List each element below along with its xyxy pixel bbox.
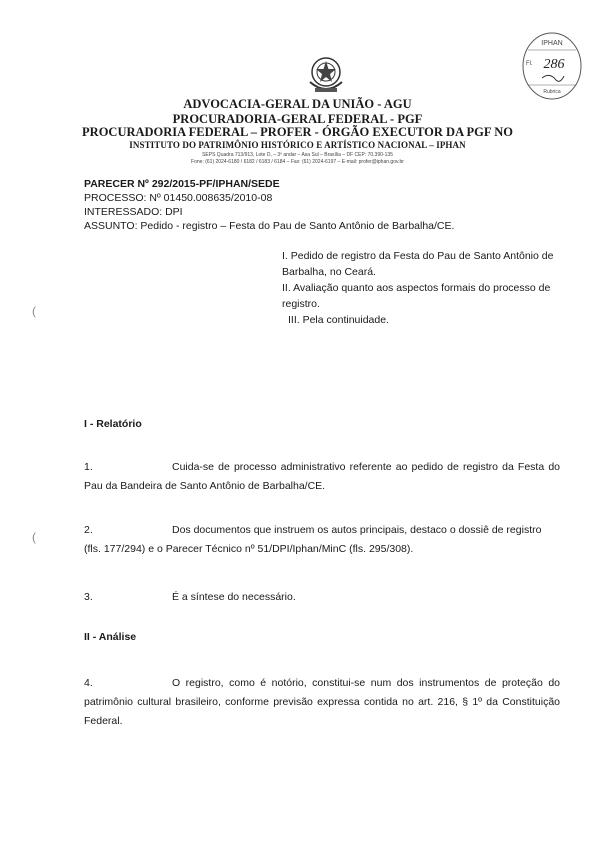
punch-hole-mark: ( xyxy=(32,530,36,544)
page-number-stamp xyxy=(520,30,584,102)
interessado: INTERESSADO: DPI xyxy=(84,206,183,218)
ementa-item-2: II. Avaliação quanto aos aspectos formais do processo de registro. xyxy=(282,282,551,310)
section-analise-heading: II - Análise xyxy=(84,631,137,643)
paragraph-2 xyxy=(84,521,560,559)
stamp-title: IPHAN xyxy=(541,40,563,47)
paragraph-1 xyxy=(84,458,560,496)
section-relatorio-heading: I - Relatório xyxy=(84,418,142,430)
parecer-number: PARECER Nº 292/2015-PF/IPHAN/SEDE xyxy=(84,178,280,190)
assunto: ASSUNTO: Pedido - registro – Festa do Pau de Santo Antônio de Barbalha/CE. xyxy=(84,220,455,232)
processo-number: PROCESSO: Nº 01450.008635/2010-08 xyxy=(84,192,273,204)
header-address: SEPS Quadra 713/913, Lote D, – 3º andar – Asa Sul – Brasília – DF CEP: 70.390-135 xyxy=(202,152,393,158)
header-iphan: INSTITUTO DO PATRIMÔNIO HISTÓRICO E ARTÍSTICO NACIONAL – IPHAN xyxy=(129,140,466,150)
punch-hole-mark: ( xyxy=(32,304,36,318)
paragraph-number: 2. xyxy=(84,524,93,536)
coat-of-arms-emblem xyxy=(305,52,347,98)
paragraph-number: 4. xyxy=(84,677,93,689)
header-pgf: PROCURADORIA-GERAL FEDERAL - PGF xyxy=(172,112,423,126)
paragraph-text: O registro, como é notório, constitui-se num dos instrumentos de proteção do patrimônio cultural brasileiro, conforme previsão expressa contida no art. 216, § 1º da Constituição Federal. xyxy=(84,677,560,727)
paragraph-4 xyxy=(84,674,560,731)
paragraph-text: Dos documentos que instruem os autos principais, destaco o dossiê de registro (fls. 177/294) e o Parecer Técnico nº 51/DPI/Iphan/MinC (fls. 295/308). xyxy=(84,524,542,555)
stamp-number: 286 xyxy=(543,57,565,72)
ementa-block xyxy=(282,248,562,328)
paragraph-number: 3. xyxy=(84,591,93,603)
ementa-item-1: I. Pedido de registro da Festa do Pau de Santo Antônio de Barbalha, no Ceará. xyxy=(282,250,554,278)
ementa-item-3: III. Pela continuidade. xyxy=(288,314,389,326)
paragraph-3 xyxy=(84,588,560,607)
paragraph-number: 1. xyxy=(84,461,93,473)
paragraph-text: É a síntese do necessário. xyxy=(172,591,296,603)
paragraph-text: Cuida-se de processo administrativo referente ao pedido de registro da Festa do Pau da Bandeira de Santo Antônio de Barbalha/CE. xyxy=(84,461,560,492)
header-profer: PROCURADORIA FEDERAL – PROFER - ÓRGÃO EXECUTOR DA PGF NO xyxy=(82,125,513,139)
stamp-label: Rubrica xyxy=(543,89,561,95)
stamp-prefix: Fl. xyxy=(526,61,533,67)
header-agu: ADVOCACIA-GERAL DA UNIÃO - AGU xyxy=(183,97,412,111)
header-contact: Fone: (61) 2024-6180 / 6182 / 6183 / 6184 – Fax: (61) 2024-6197 – E-mail: profer@iphan.gov.br xyxy=(191,159,404,165)
